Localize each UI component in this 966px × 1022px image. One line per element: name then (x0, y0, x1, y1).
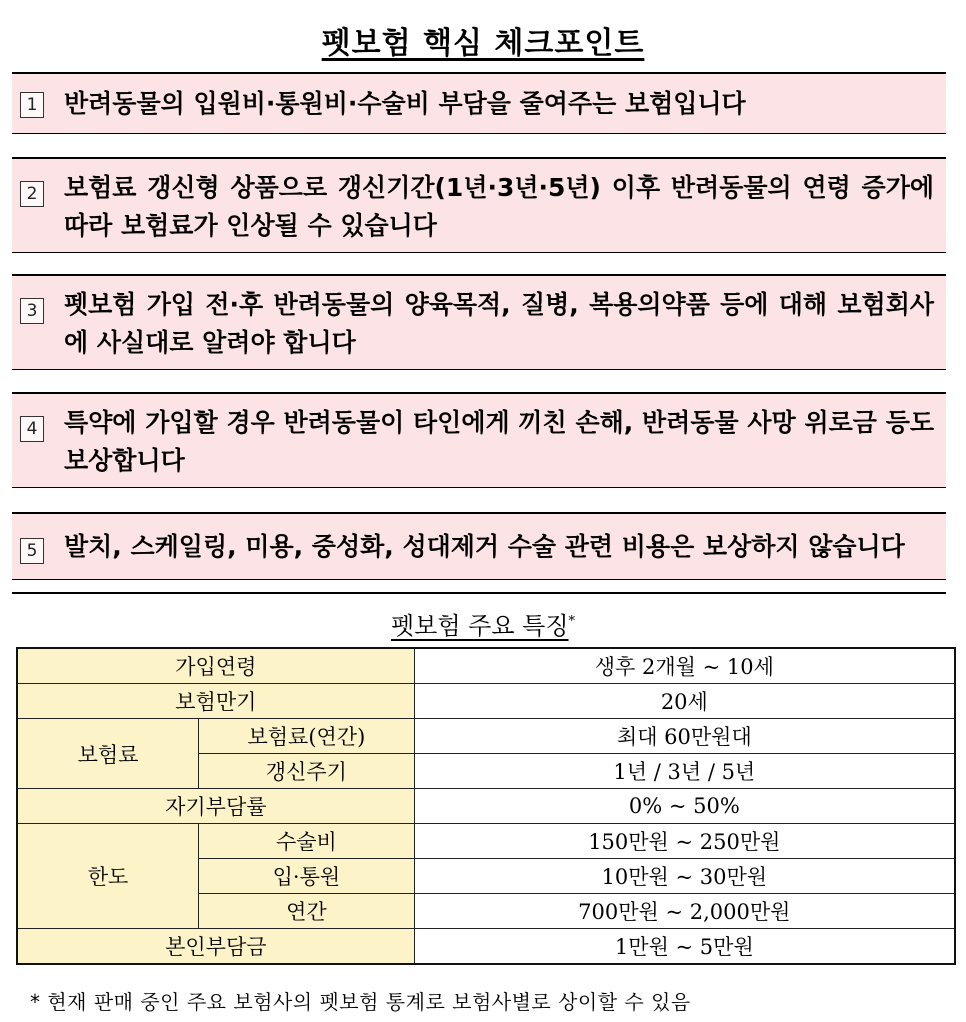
number-box: 4 (20, 416, 44, 442)
row-label: 입·통원 (199, 859, 415, 894)
table-title: 펫보험 주요 특징* (390, 612, 576, 640)
row-label: 연간 (199, 894, 415, 929)
checkpoint-2 (12, 157, 946, 253)
row-value: 10만원 ~ 30만원 (414, 859, 955, 894)
checkpoint-text: 발치, 스케일링, 미용, 중성화, 성대제거 수술 관련 비용은 보상하지 않습니다 (64, 532, 905, 561)
table-row (17, 824, 955, 859)
checkpoint-text: 반려동물의 입원비·통원비·수술비 부담을 줄여주는 보험입니다 (64, 89, 746, 118)
checkpoint-text: 보험료 갱신형 상품으로 갱신기간(1년·3년·5년) 이후 반려동물의 연령 증가에 따라 보험료가 인상될 수 있습니다 (64, 173, 934, 240)
checkpoint-text: 펫보험 가입 전·후 반려동물의 양육목적, 질병, 복용의약품 등에 대해 보험회사에 사실대로 알려야 합니다 (64, 290, 934, 357)
table-row (17, 929, 955, 965)
table-row (17, 648, 955, 684)
row-label: 보험만기 (17, 684, 414, 719)
row-label: 수술비 (199, 824, 415, 859)
table-row (17, 684, 955, 719)
page-title: 펫보험 핵심 체크포인트 (321, 26, 645, 61)
features-table (16, 647, 956, 965)
group-label: 한도 (17, 824, 199, 929)
number-box: 5 (20, 538, 44, 564)
row-label: 갱신주기 (199, 754, 415, 789)
row-value: 최대 60만원대 (414, 719, 955, 754)
row-value: 700만원 ~ 2,000만원 (414, 894, 955, 929)
row-label: 본인부담금 (17, 929, 414, 965)
group-label: 보험료 (17, 719, 199, 789)
row-value: 0% ~ 50% (414, 789, 955, 824)
checkpoint-1 (12, 72, 946, 134)
row-value: 1년 / 3년 / 5년 (414, 754, 955, 789)
row-value: 생후 2개월 ~ 10세 (414, 648, 955, 684)
number-box: 2 (20, 181, 44, 207)
row-value: 150만원 ~ 250만원 (414, 824, 955, 859)
number-box: 1 (20, 92, 44, 118)
table-row (17, 789, 955, 824)
row-value: 1만원 ~ 5만원 (414, 929, 955, 965)
row-label: 가입연령 (17, 648, 414, 684)
checkpoint-text: 특약에 가입할 경우 반려동물이 타인에게 끼친 손해, 반려동물 사망 위로금 등도 보상합니다 (64, 408, 934, 475)
section-divider (12, 592, 946, 594)
checkpoint-4 (12, 392, 946, 488)
row-label: 자기부담률 (17, 789, 414, 824)
table-row (17, 719, 955, 754)
checkpoint-3 (12, 274, 946, 370)
row-label: 보험료(연간) (199, 719, 415, 754)
number-box: 3 (20, 298, 44, 324)
checkpoint-5 (12, 512, 946, 580)
row-value: 20세 (414, 684, 955, 719)
footnote: * 현재 판매 중인 주요 보험사의 펫보험 통계로 보험사별로 상이할 수 있음 (30, 990, 691, 1014)
